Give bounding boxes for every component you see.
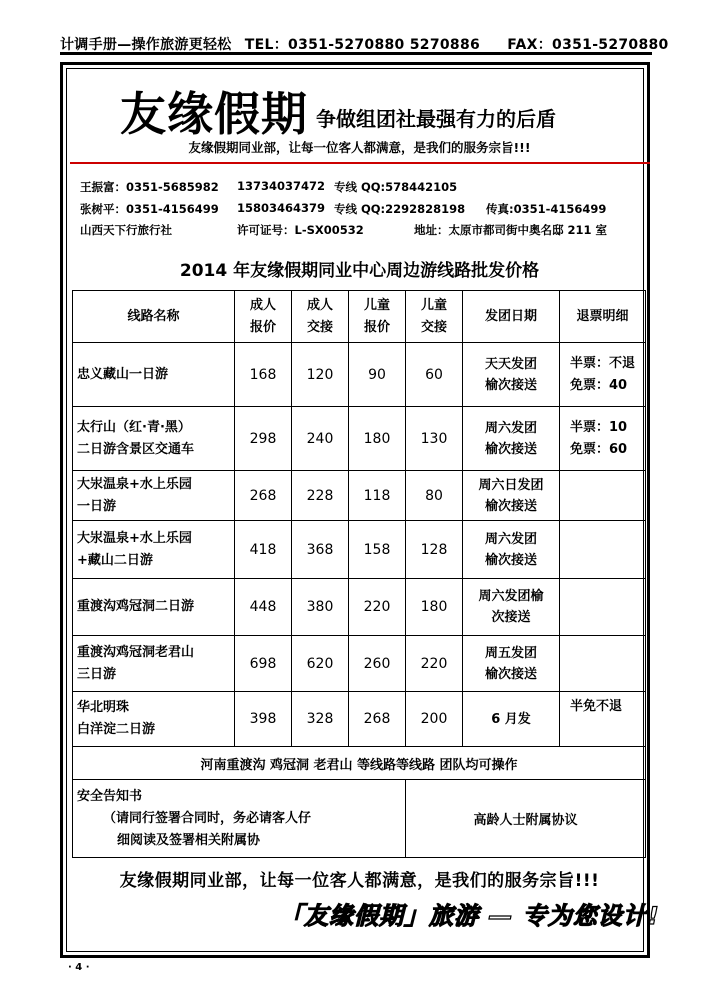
refund-cell <box>560 579 646 636</box>
refund-cell <box>560 471 646 521</box>
price-table <box>72 290 646 858</box>
license-number: 许可证号：L-SX00532 <box>237 223 364 237</box>
child-price: 118 <box>349 471 406 521</box>
departure-cell: 周五发团 榆次接送 <box>463 636 560 692</box>
adult-price: 418 <box>235 521 292 579</box>
adult-handover: 620 <box>292 636 349 692</box>
route-cell: 忠义藏山一日游 <box>73 343 235 407</box>
adult-handover: 380 <box>292 579 349 636</box>
brand-slogan: 争做组团社最强有力的后盾 <box>316 107 556 131</box>
departure-cell: 周六日发团 榆次接送 <box>463 471 560 521</box>
contact-fax: 传真:0351-4156499 <box>486 202 607 216</box>
route-cell: 太行山（红·青·黑） 二日游含景区交通车 <box>73 407 235 471</box>
child-handover: 180 <box>406 579 463 636</box>
table-row <box>73 343 646 407</box>
header-rule <box>60 52 652 55</box>
contact-qq: 专线 QQ:578442105 <box>334 180 458 194</box>
child-price: 180 <box>349 407 406 471</box>
contact-name: 王振富：0351-5685982 <box>80 180 219 194</box>
table-row <box>73 636 646 692</box>
contact-phone: 15803464379 <box>237 201 326 215</box>
safety-line-1: （请同行签署合同时，务必请客人仔 <box>103 810 312 826</box>
departure-cell: 周六发团榆 次接送 <box>463 579 560 636</box>
departure-cell: 周六发团 榆次接送 <box>463 407 560 471</box>
child-handover: 128 <box>406 521 463 579</box>
footer-slogan: 友缘假期同业部，让每一位客人都满意，是我们的服务宗旨!!! <box>119 871 600 891</box>
red-divider <box>70 162 650 164</box>
adult-handover: 240 <box>292 407 349 471</box>
header-fax: FAX：0351-5270880 <box>507 37 669 53</box>
page-header <box>60 34 669 54</box>
safety-line-2: 细阅读及签署相关附属协 <box>117 832 261 848</box>
safety-title: 安全告知书 <box>77 788 143 804</box>
header-refund: 退票明细 <box>560 291 646 343</box>
safety-notice <box>73 780 406 858</box>
child-price: 268 <box>349 692 406 747</box>
child-handover: 80 <box>406 471 463 521</box>
operable-routes-notice: 河南重渡沟 鸡冠洞 老君山 等线路等线路 团队均可操作 <box>73 747 646 780</box>
adult-handover: 328 <box>292 692 349 747</box>
header-adult-handover: 成人 交接 <box>292 291 349 343</box>
refund-cell: 半票：不退 免票：40 <box>560 343 646 407</box>
adult-price: 168 <box>235 343 292 407</box>
adult-price: 298 <box>235 407 292 471</box>
refund-cell: 半免不退 <box>560 692 646 747</box>
child-price: 90 <box>349 343 406 407</box>
contact-phone: 13734037472 <box>237 179 326 193</box>
outline-slogan: 「友缘假期」旅游 — 专为您设计! <box>279 902 660 930</box>
route-cell: 大汖温泉+水上乐园 +藏山二日游 <box>73 521 235 579</box>
header-title: 计调手册—操作旅游更轻松 <box>60 37 232 53</box>
agency-name: 山西天下行旅行社 <box>80 223 172 237</box>
refund-cell <box>560 521 646 579</box>
table-row <box>73 471 646 521</box>
table-title: 2014 年友缘假期同业中心周边游线路批发价格 <box>179 261 540 281</box>
contact-name: 张树平：0351-4156499 <box>80 202 219 216</box>
route-cell: 大汖温泉+水上乐园 一日游 <box>73 471 235 521</box>
departure-cell: 周六发团 榆次接送 <box>463 521 560 579</box>
header-child-handover: 儿童 交接 <box>406 291 463 343</box>
table-row <box>73 692 646 747</box>
child-price: 158 <box>349 521 406 579</box>
route-cell: 华北明珠 白洋淀二日游 <box>73 692 235 747</box>
adult-price: 398 <box>235 692 292 747</box>
route-cell: 重渡沟鸡冠洞老君山 三日游 <box>73 636 235 692</box>
child-price: 220 <box>349 579 406 636</box>
refund-cell: 半票：10 免票：60 <box>560 407 646 471</box>
header-date: 发团日期 <box>463 291 560 343</box>
adult-price: 698 <box>235 636 292 692</box>
header-tel: TEL：0351-5270880 5270886 <box>244 37 481 53</box>
table-row <box>73 579 646 636</box>
sub-slogan: 友缘假期同业部，让每一位客人都满意，是我们的服务宗旨!!! <box>188 140 531 155</box>
header-route: 线路名称 <box>73 291 235 343</box>
table-header-row <box>73 291 646 343</box>
header-child-price: 儿童 报价 <box>349 291 406 343</box>
departure-cell: 天天发团 榆次接送 <box>463 343 560 407</box>
elder-agreement: 高龄人士附属协议 <box>406 780 646 858</box>
refund-cell <box>560 636 646 692</box>
agreement-row <box>73 780 646 858</box>
contact-qq: 专线 QQ:2292828198 <box>334 202 466 216</box>
adult-price: 268 <box>235 471 292 521</box>
header-adult-price: 成人 报价 <box>235 291 292 343</box>
child-price: 260 <box>349 636 406 692</box>
agency-address: 地址：太原市都司街中奥名邸 211 室 <box>414 223 608 237</box>
child-handover: 220 <box>406 636 463 692</box>
route-cell: 重渡沟鸡冠洞二日游 <box>73 579 235 636</box>
table-row <box>73 407 646 471</box>
child-handover: 200 <box>406 692 463 747</box>
departure-cell: 6 月发 <box>463 692 560 747</box>
adult-handover: 368 <box>292 521 349 579</box>
adult-handover: 120 <box>292 343 349 407</box>
brand-name: 友缘假期 <box>120 87 308 141</box>
notice-row <box>73 747 646 780</box>
page-number: · 4 · <box>68 962 90 973</box>
adult-price: 448 <box>235 579 292 636</box>
adult-handover: 228 <box>292 471 349 521</box>
child-handover: 130 <box>406 407 463 471</box>
table-row <box>73 521 646 579</box>
child-handover: 60 <box>406 343 463 407</box>
